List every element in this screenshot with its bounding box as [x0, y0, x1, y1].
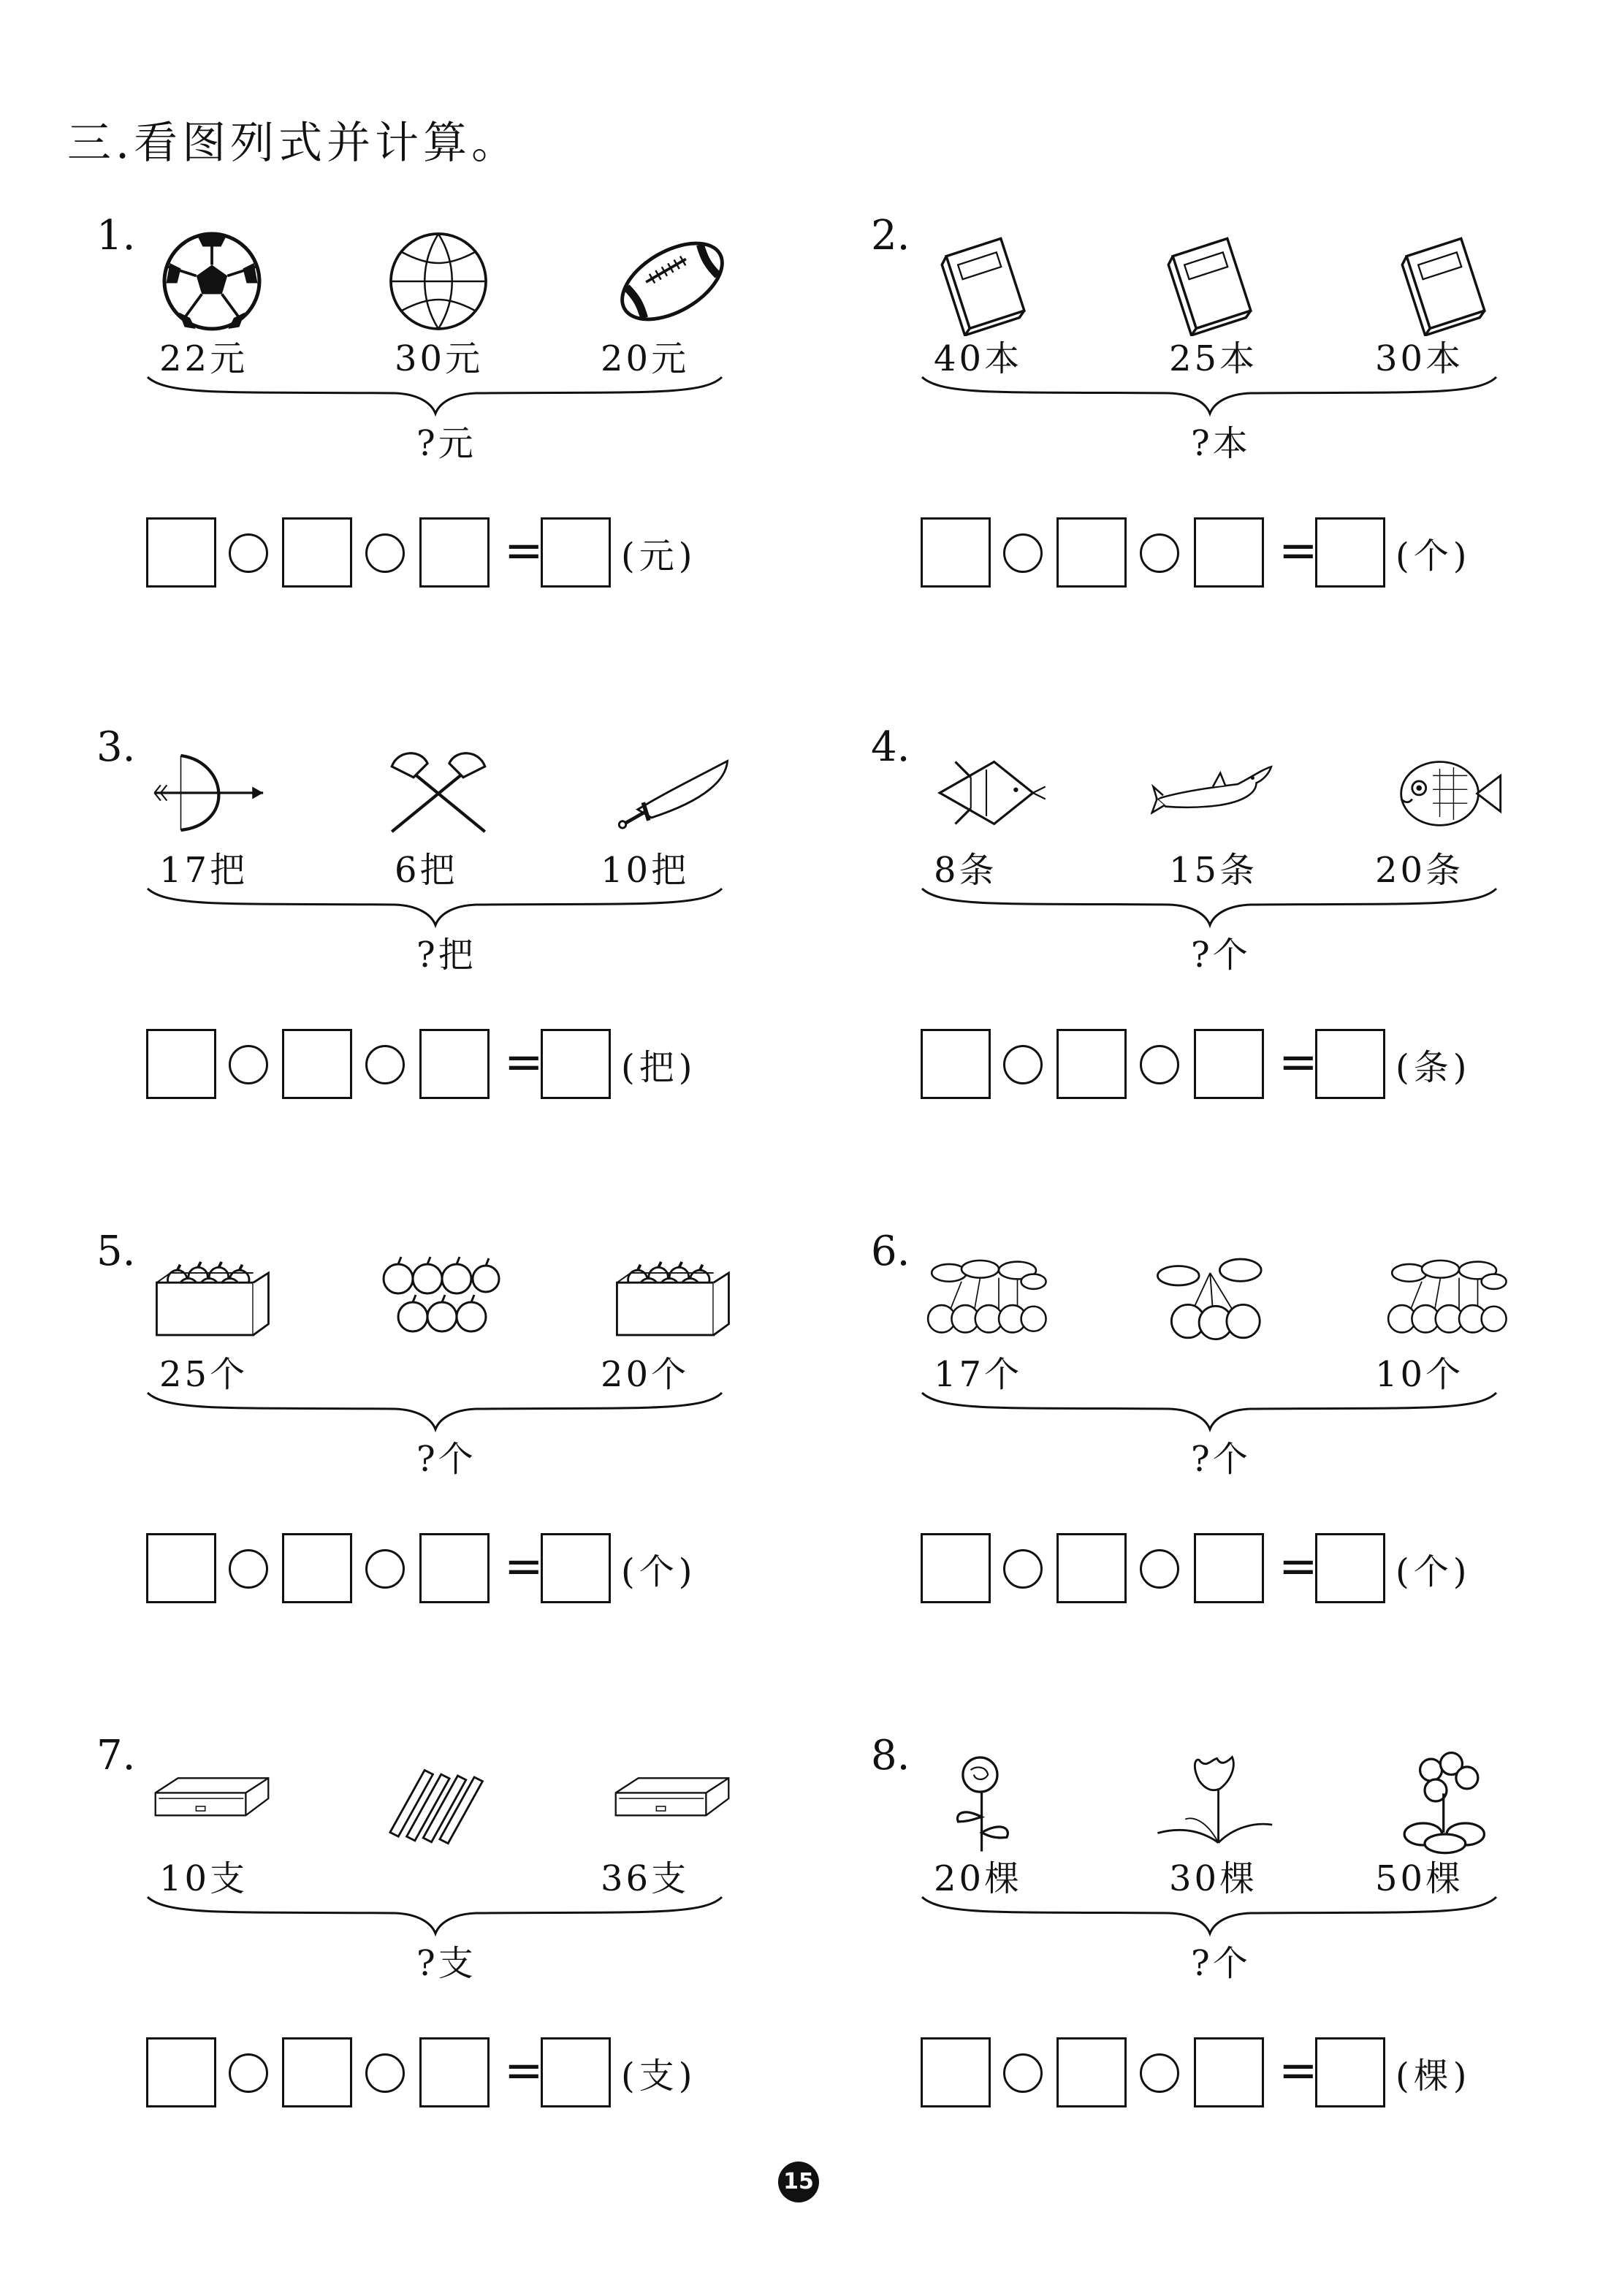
- result-box[interactable]: [541, 2037, 611, 2107]
- answer-box[interactable]: [419, 517, 490, 588]
- fruit-bunch-icon: [1385, 1242, 1509, 1352]
- operator-circle[interactable]: [1140, 2053, 1179, 2093]
- brace: [146, 374, 723, 418]
- rose-icon: [924, 1746, 1048, 1856]
- quantity-label: 25本: [1169, 338, 1258, 379]
- crossed-axes-icon: [376, 738, 500, 848]
- equation-row: [146, 2037, 723, 2110]
- quantity-label: 50棵: [1375, 1858, 1464, 1899]
- operator-circle[interactable]: [1003, 1549, 1043, 1589]
- quantity-label: 30元: [395, 338, 484, 379]
- answer-box[interactable]: [1194, 517, 1264, 588]
- result-box[interactable]: [541, 1533, 611, 1603]
- violet-icon: [1385, 1746, 1509, 1856]
- equals-sign: =: [1279, 524, 1318, 578]
- unit-label: (把): [621, 1047, 697, 1088]
- quantity-label: 6把: [395, 850, 458, 891]
- equation-row: [146, 1533, 723, 1606]
- answer-box[interactable]: [921, 517, 991, 588]
- total-question: ?本: [1191, 423, 1251, 464]
- equation-row: [146, 1029, 723, 1102]
- answer-box[interactable]: [1194, 1029, 1264, 1099]
- problem-number: 8.: [871, 1732, 910, 1779]
- problem-number: 4.: [871, 723, 910, 771]
- basketball-icon: [376, 227, 500, 336]
- problem-number: 1.: [96, 212, 136, 259]
- brace: [921, 374, 1498, 418]
- unit-label: (个): [1396, 536, 1471, 577]
- total-question: ?个: [416, 1439, 476, 1480]
- problem-1: [73, 212, 716, 665]
- total-question: ?个: [1191, 935, 1251, 976]
- result-box[interactable]: [541, 517, 611, 588]
- problem-4: [848, 723, 1490, 1176]
- rugby-ball-icon: [610, 227, 734, 336]
- tulip-icon: [1151, 1746, 1275, 1856]
- fruit-bunch-small-icon: [1151, 1242, 1275, 1352]
- operator-circle[interactable]: [1140, 1045, 1179, 1084]
- brace: [146, 1390, 723, 1434]
- problem-2: [848, 212, 1490, 665]
- quantity-label: 36支: [601, 1858, 690, 1899]
- apples-icon: [376, 1242, 500, 1352]
- answer-box[interactable]: [1056, 1029, 1127, 1099]
- problem-number: 3.: [96, 723, 136, 771]
- unit-label: (棵): [1396, 2056, 1471, 2097]
- quantity-label: 20个: [601, 1354, 690, 1395]
- answer-box[interactable]: [146, 517, 216, 588]
- quantity-label: 10把: [601, 850, 690, 891]
- quantity-label: 30棵: [1169, 1858, 1258, 1899]
- fruit-bunch-icon: [924, 1242, 1048, 1352]
- equation-row: [921, 517, 1498, 590]
- answer-box[interactable]: [419, 1029, 490, 1099]
- operator-circle[interactable]: [229, 1045, 268, 1084]
- apple-crate-icon: [610, 1242, 734, 1352]
- answer-box[interactable]: [282, 517, 352, 588]
- quantity-label: 22元: [159, 338, 248, 379]
- total-question: ?支: [416, 1943, 476, 1984]
- sword-icon: [610, 738, 734, 848]
- brace: [921, 1894, 1498, 1938]
- pencil-box-icon: [610, 1746, 734, 1856]
- quantity-label: 10个: [1375, 1354, 1464, 1395]
- answer-box[interactable]: [921, 1029, 991, 1099]
- operator-circle[interactable]: [1003, 533, 1043, 573]
- apple-crate-icon: [150, 1242, 274, 1352]
- answer-box[interactable]: [146, 1029, 216, 1099]
- soccer-ball-icon: [150, 227, 274, 336]
- quantity-label: 10支: [159, 1858, 248, 1899]
- page-number: 15: [778, 2162, 819, 2202]
- quantity-label: 25个: [159, 1354, 248, 1395]
- problem-3: [73, 723, 716, 1176]
- answer-box[interactable]: [1056, 1533, 1127, 1603]
- operator-circle[interactable]: [1140, 533, 1179, 573]
- answer-box[interactable]: [146, 2037, 216, 2107]
- problem-number: 5.: [96, 1228, 136, 1275]
- problem-7: [73, 1732, 716, 2185]
- problem-number: 6.: [871, 1228, 910, 1275]
- brace: [921, 1390, 1498, 1434]
- equation-row: [921, 1533, 1498, 1606]
- operator-circle[interactable]: [229, 2053, 268, 2093]
- total-question: ?把: [416, 935, 476, 976]
- unit-label: (个): [621, 1551, 697, 1592]
- result-box[interactable]: [1315, 2037, 1385, 2107]
- bow-arrow-icon: [150, 738, 274, 848]
- equation-row: [921, 2037, 1498, 2110]
- quantity-label: 40本: [934, 338, 1023, 379]
- answer-box[interactable]: [1194, 1533, 1264, 1603]
- angelfish-icon: [924, 738, 1048, 848]
- quantity-label: 8条: [934, 850, 997, 891]
- quantity-label: 17个: [934, 1354, 1023, 1395]
- operator-circle[interactable]: [365, 1045, 405, 1084]
- result-box[interactable]: [1315, 1029, 1385, 1099]
- quantity-label: 15条: [1169, 850, 1258, 891]
- quantity-label: 20棵: [934, 1858, 1023, 1899]
- pencil-box-icon: [150, 1746, 274, 1856]
- answer-box[interactable]: [921, 2037, 991, 2107]
- equals-sign: =: [1279, 1035, 1318, 1090]
- answer-box[interactable]: [282, 2037, 352, 2107]
- result-box[interactable]: [1315, 1533, 1385, 1603]
- brace: [921, 886, 1498, 930]
- equation-row: [146, 517, 723, 590]
- quantity-label: 20元: [601, 338, 690, 379]
- answer-box[interactable]: [282, 1029, 352, 1099]
- answer-box[interactable]: [1194, 2037, 1264, 2107]
- operator-circle[interactable]: [365, 533, 405, 573]
- equation-row: [921, 1029, 1498, 1102]
- brace: [146, 1894, 723, 1938]
- book-icon: [1385, 227, 1509, 336]
- answer-box[interactable]: [419, 1533, 490, 1603]
- equals-sign: =: [1279, 2044, 1318, 2098]
- equals-sign: =: [504, 2044, 544, 2098]
- problem-number: 7.: [96, 1732, 136, 1779]
- answer-box[interactable]: [146, 1533, 216, 1603]
- answer-box[interactable]: [1056, 2037, 1127, 2107]
- operator-circle[interactable]: [1003, 2053, 1043, 2093]
- problem-5: [73, 1228, 716, 1681]
- operator-circle[interactable]: [365, 1549, 405, 1589]
- total-question: ?个: [1191, 1943, 1251, 1984]
- problem-8: [848, 1732, 1490, 2185]
- book-icon: [924, 227, 1048, 336]
- unit-label: (元): [621, 536, 697, 577]
- total-question: ?个: [1191, 1439, 1251, 1480]
- operator-circle[interactable]: [229, 533, 268, 573]
- quantity-label: 17把: [159, 850, 248, 891]
- problem-6: [848, 1228, 1490, 1681]
- result-box[interactable]: [1315, 517, 1385, 588]
- operator-circle[interactable]: [1140, 1549, 1179, 1589]
- answer-box[interactable]: [419, 2037, 490, 2107]
- operator-circle[interactable]: [229, 1549, 268, 1589]
- operator-circle[interactable]: [365, 2053, 405, 2093]
- equals-sign: =: [504, 524, 544, 578]
- pufferfish-icon: [1385, 738, 1509, 848]
- operator-circle[interactable]: [1003, 1045, 1043, 1084]
- pencils-icon: [376, 1746, 500, 1856]
- quantity-label: 20条: [1375, 850, 1464, 891]
- unit-label: (条): [1396, 1047, 1471, 1088]
- book-icon: [1151, 227, 1275, 336]
- equals-sign: =: [504, 1035, 544, 1090]
- result-box[interactable]: [541, 1029, 611, 1099]
- answer-box[interactable]: [921, 1533, 991, 1603]
- unit-label: (个): [1396, 1551, 1471, 1592]
- problem-number: 2.: [871, 212, 910, 259]
- quantity-label: 30本: [1375, 338, 1464, 379]
- dolphin-icon: [1151, 738, 1275, 848]
- answer-box[interactable]: [1056, 517, 1127, 588]
- total-question: ?元: [416, 423, 476, 464]
- brace: [146, 886, 723, 930]
- unit-label: (支): [621, 2056, 697, 2097]
- equals-sign: =: [1279, 1540, 1318, 1594]
- equals-sign: =: [504, 1540, 544, 1594]
- section-heading: 三.看图列式并计算。: [67, 118, 520, 169]
- answer-box[interactable]: [282, 1533, 352, 1603]
